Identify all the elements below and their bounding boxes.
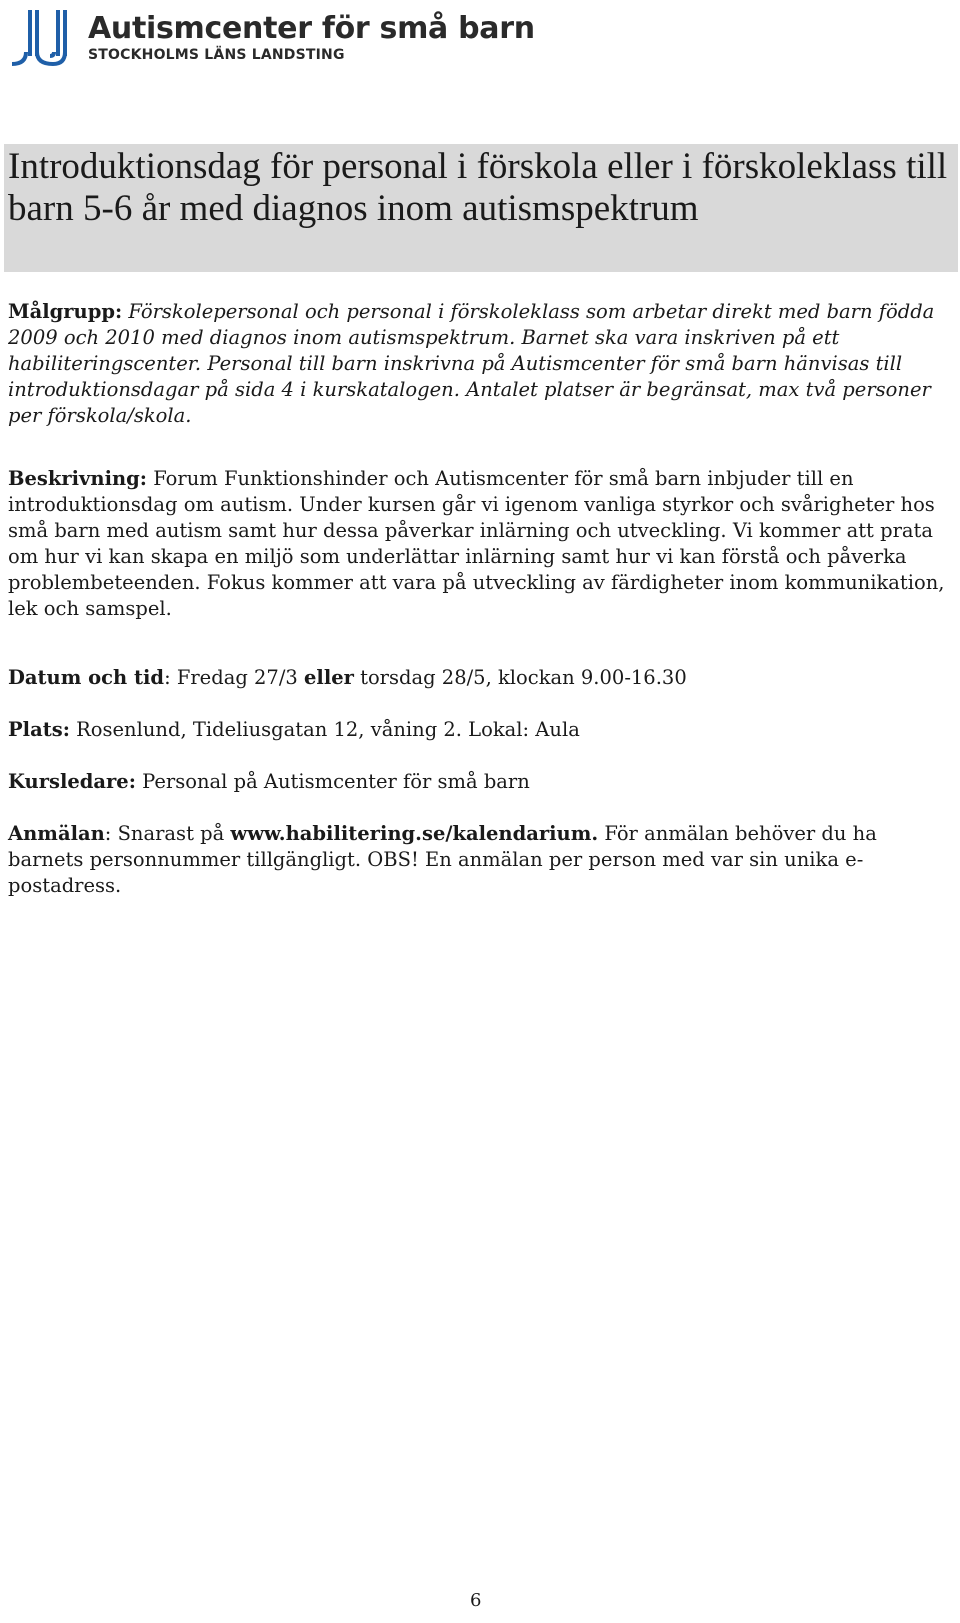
course-leader-label: Kursledare:: [8, 770, 136, 793]
target-group-text: Förskolepersonal och personal i förskoleklass som arbetar direkt med barn födda 2009 och 2010 med diagnos inom autismspektrum. Barnet ska vara inskriven på ett habiliteringscenter. Personal till barn inskrivna på Autismcenter för små barn hänvisas till introduktionsdagar på sida 4 i kurskatalogen. Antalet platser är begränsat, max två personer per förskola/skola.: [8, 300, 935, 427]
target-group-section: [8, 299, 953, 429]
location-text: Rosenlund, Tideliusgatan 12, våning 2. Lokal: Aula: [69, 718, 580, 741]
registration-link[interactable]: www.habilitering.se/kalendarium.: [230, 822, 599, 845]
description-label: Beskrivning:: [8, 467, 147, 490]
title-banner: [4, 144, 958, 272]
registration-text: : Snarast på: [104, 822, 231, 845]
location-label: Plats:: [8, 718, 70, 741]
logo-mark-icon: [8, 8, 80, 68]
logo-subtitle: STOCKHOLMS LÄNS LANDSTING: [88, 47, 345, 63]
description-section: [8, 466, 953, 622]
target-group-label: Målgrupp:: [8, 300, 123, 323]
registration-text-2: För anmälan behöver du ha barnets personnummer tillgängligt. OBS! En anmälan per person med var sin unika e-postadress.: [8, 822, 877, 897]
location-section: [8, 717, 953, 743]
organization-logo: [8, 8, 535, 68]
registration-label: Anmälan: [8, 822, 105, 845]
page-title: Introduktionsdag för personal i förskola eller i förskoleklass till barn 5-6 år med diagnos inom autismspektrum: [8, 146, 948, 229]
course-leader-text: Personal på Autismcenter för små barn: [135, 770, 530, 793]
description-text: Forum Funktionshinder och Autismcenter för små barn inbjuder till en introduktionsdag om autism. Under kursen går vi igenom vanliga styrkor och svårigheter hos små barn med autism samt hur dessa påverkar inlärning och utveckling. Vi kommer att prata om hur vi kan skapa en miljö som underlättar inlärning samt hur vi kan förstå och påverka problembeteenden. Fokus kommer att vara på utveckling av färdigheter inom kommunikation, lek och samspel.: [8, 467, 945, 620]
date-time-section: [8, 665, 953, 691]
date-time-label: Datum och tid: [8, 666, 165, 689]
course-leader-section: [8, 769, 953, 795]
registration-section: [8, 821, 953, 899]
page-number: 6: [470, 1590, 482, 1611]
date-time-text: : Fredag 27/3: [164, 666, 304, 689]
date-time-or: eller: [304, 666, 354, 689]
date-time-text-2: torsdag 28/5, klockan 9.00-16.30: [353, 666, 687, 689]
logo-name: Autismcenter för små barn: [88, 11, 535, 46]
